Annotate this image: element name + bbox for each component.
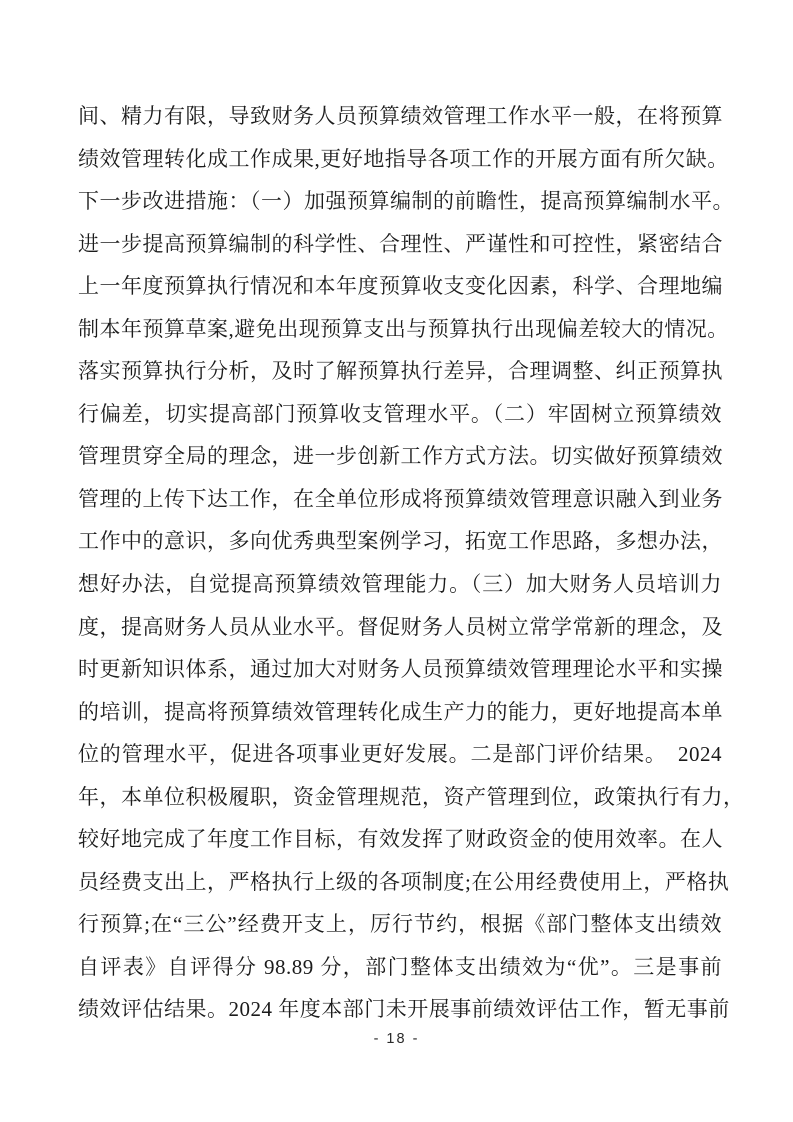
text-line: 员经费支出上，严格执行上级的各项制度;在公用经费使用上，严格执 xyxy=(78,869,730,894)
text-line: 下一步改进措施：（一）加强预算编制的前瞻性，提高预算编制水平。 xyxy=(78,189,734,214)
text-line: 想好办法，自觉提高预算绩效管理能力。（三）加大财务人员培训力 xyxy=(78,572,722,597)
text-line: 度，提高财务人员从业水平。督促财务人员树立常学常新的理念，及 xyxy=(78,614,723,639)
text-line: 落实预算执行分析，及时了解预算执行差异，合理调整、纠正预算执 xyxy=(78,359,723,384)
text-line: 年，本单位积极履职，资金管理规范，资产管理到位，政策执行有力， xyxy=(78,784,745,809)
text-line: 行预算;在“三公”经费开支上，厉行节约，根据《部门整体支出绩效 xyxy=(78,912,722,937)
text-line: 的培训，提高将预算绩效管理转化成生产力的能力，更好地提高本单 xyxy=(78,699,723,724)
page-number: - 18 - xyxy=(373,1031,420,1047)
text-line: 位的管理水平，促进各项事业更好发展。二是部门评价结果。 2024 xyxy=(78,742,722,767)
text-line: 绩效评估结果。2024 年度本部门未开展事前绩效评估工作，暂无事前 xyxy=(78,997,730,1022)
text-line: 制本年预算草案,避免出现预算支出与预算执行出现偏差较大的情况。 xyxy=(78,316,729,341)
text-line: 进一步提高预算编制的科学性、合理性、严谨性和可控性，紧密结合 xyxy=(78,231,723,256)
text-line: 绩效管理转化成工作成果,更好地指导各项工作的开展方面有所欠缺。 xyxy=(78,146,729,171)
text-line: 管理贯穿全局的理念，进一步创新工作方式方法。切实做好预算绩效 xyxy=(78,444,723,469)
text-line: 间、精力有限，导致财务人员预算绩效管理工作水平一般，在将预算 xyxy=(78,104,723,128)
text-line: 管理的上传下达工作，在全单位形成将预算绩效管理意识融入到业务 xyxy=(78,486,723,511)
text-line: 自评表》自评得分 98.89 分，部门整体支出绩效为“优”。三是事前 xyxy=(78,954,722,979)
text-line: 时更新知识体系，通过加大对财务人员预算绩效管理理论水平和实操 xyxy=(78,657,723,682)
text-line: 工作中的意识，多向优秀典型案例学习，拓宽工作思路，多想办法， xyxy=(78,529,723,554)
text-line: 较好地完成了年度工作目标，有效发挥了财政资金的使用效率。在人 xyxy=(78,827,723,852)
text-line: 上一年度预算执行情况和本年度预算收支变化因素，科学、合理地编 xyxy=(78,274,723,299)
body-text xyxy=(78,95,745,1031)
text-line: 行偏差，切实提高部门预算收支管理水平。（二）牢固树立预算绩效 xyxy=(78,401,722,426)
